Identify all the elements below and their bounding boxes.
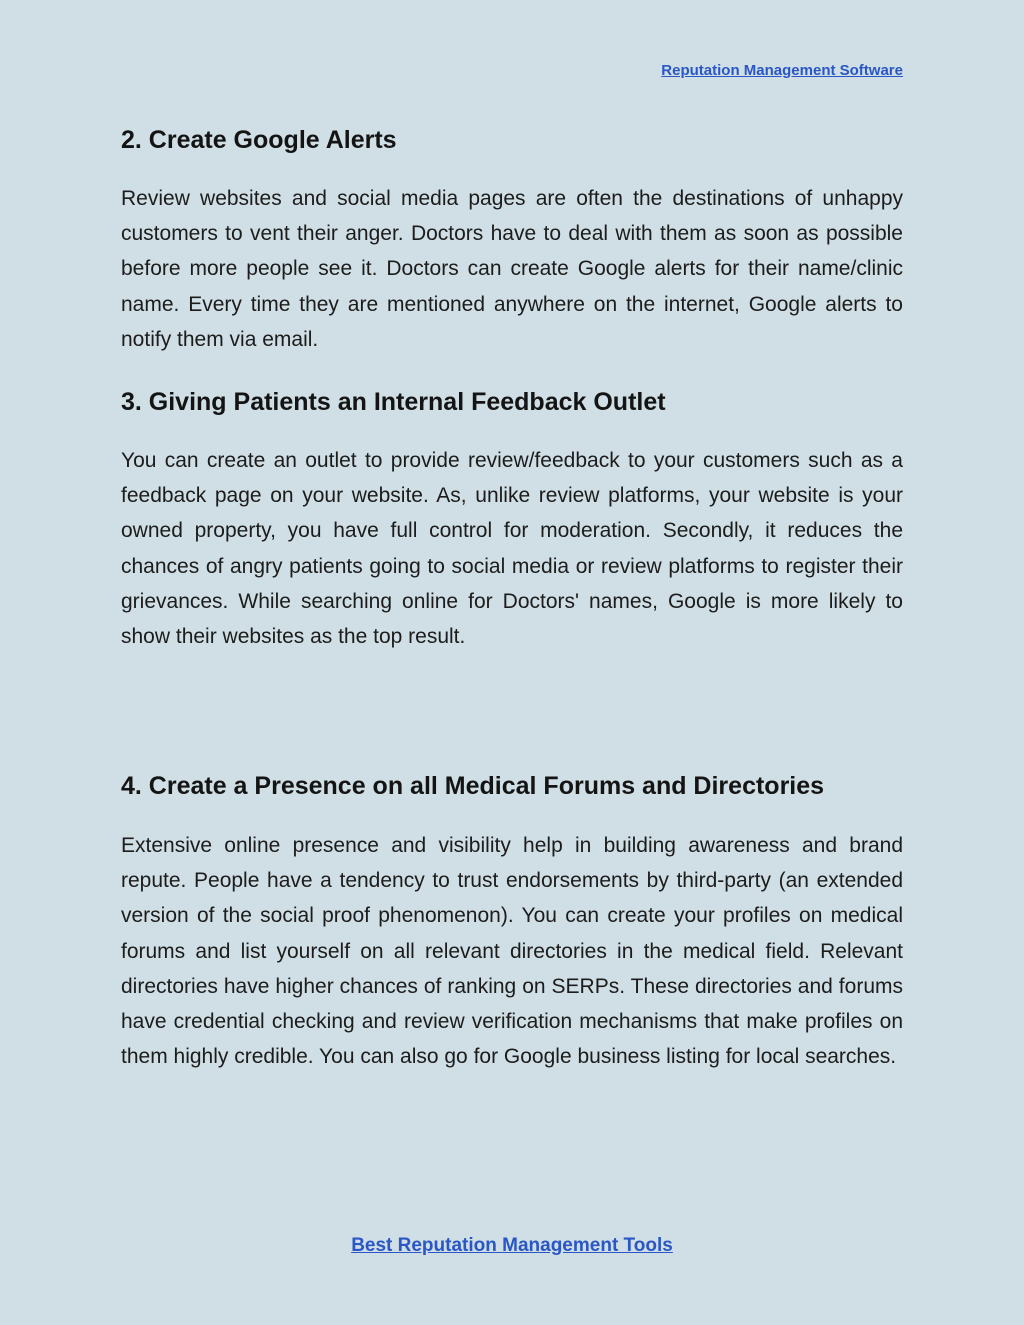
section-heading-google-alerts: 2. Create Google Alerts	[121, 126, 397, 154]
section-heading-medical-forums: 4. Create a Presence on all Medical Forums and Directories	[121, 772, 825, 800]
footer-link-best-reputation-management-tools[interactable]: Best Reputation Management Tools	[351, 1235, 673, 1256]
section-body-internal-feedback: You can create an outlet to provide review/feedback to your customers such as a feedback page on your website. As, unlike review platforms, your website is your owned property, you have full control for moderation. Secondly, it reduces the chances of angry patients going to social media or review platforms to register their grievances. While searching online for Doctors' names, Google is more likely to show their websites as the top result.	[121, 449, 903, 649]
section-heading-internal-feedback: 3. Giving Patients an Internal Feedback Outlet	[121, 388, 666, 416]
header-link-reputation-management-software[interactable]: Reputation Management Software	[661, 62, 903, 79]
section-body-medical-forums: Extensive online presence and visibility help in building awareness and brand repute. People have a tendency to trust endorsements by third-party (an extended version of the social proof phenomenon). You can create your profiles on medical forums and list yourself on all relevant directories in the medical field. Relevant directories have higher chances of ranking on SERPs. These directories and forums have credential checking and review verification mechanisms that make profiles on them highly credible. You can also go for Google business listing for local searches.	[121, 834, 903, 1069]
footer-link-container	[0, 1235, 1024, 1257]
section-body-google-alerts: Review websites and social media pages are often the destinations of unhappy customers to vent their anger. Doctors have to deal with them as soon as possible before more people see it. Doctors can create Google alerts for their name/clinic name. Every time they are mentioned anywhere on the internet, Google alerts to notify them via email.	[121, 187, 903, 351]
